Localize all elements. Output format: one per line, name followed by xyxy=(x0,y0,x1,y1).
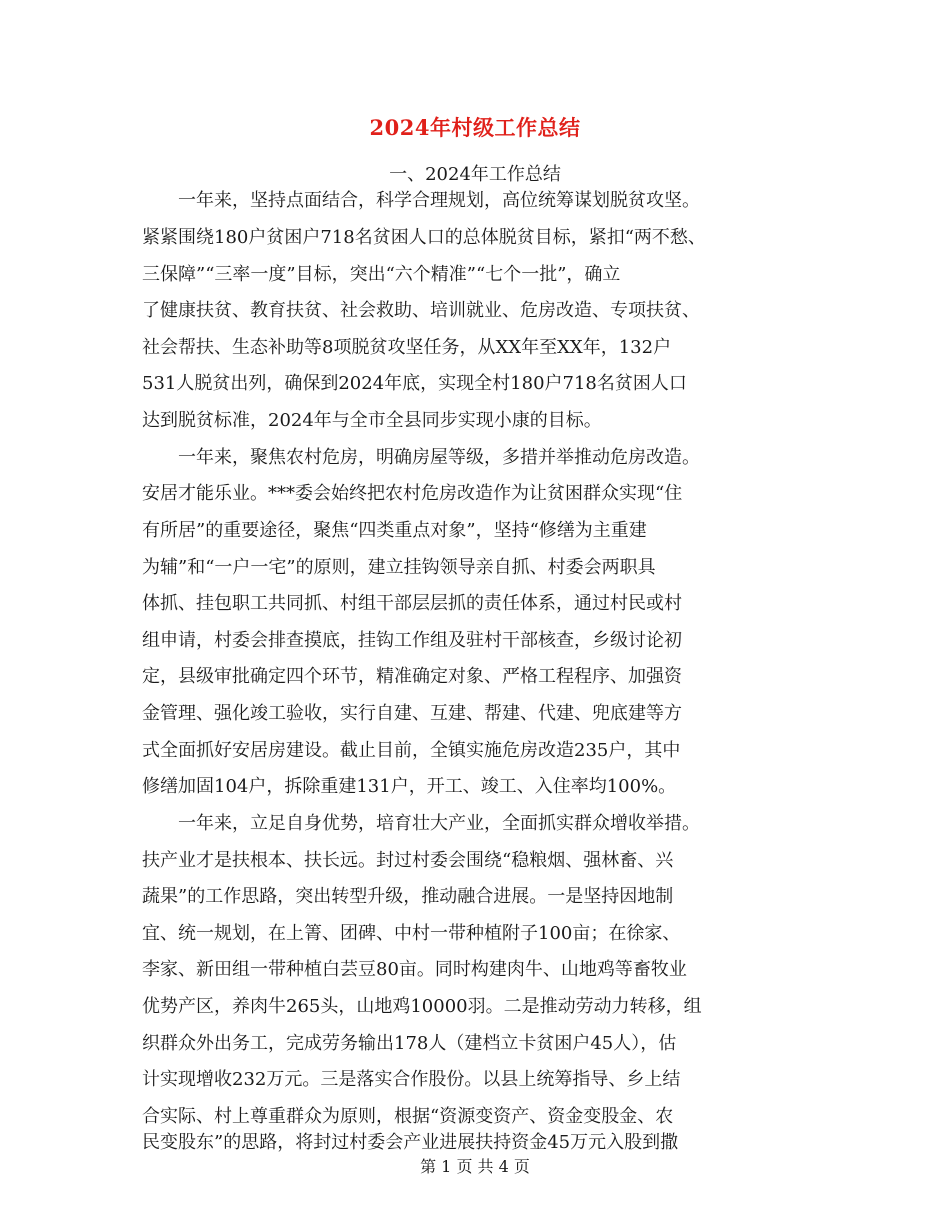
body-line: 三保障”“三率一度”目标，突出“六个精准”“七个一批”，确立 xyxy=(142,264,621,285)
body-line: 式全面抓好安居房建设。截止目前，全镇实施危房改造235户，其中 xyxy=(142,740,681,761)
body-line: 计实现增收232万元。三是落实合作股份。以县上统筹指导、乡上结 xyxy=(142,1069,681,1090)
body-line: 合实际、村上尊重群众为原则，根据“资源变资产、资金变股金、农 xyxy=(142,1106,674,1127)
body-line: 有所居”的重要途径，聚焦“四类重点对象”，坚持“修缮为主重建 xyxy=(142,520,647,541)
body-line: 金管理、强化竣工验收，实行自建、互建、帮建、代建、兜底建等方 xyxy=(142,703,682,724)
body-line: 体抓、挂包职工共同抓、村组干部层层抓的责任体系，通过村民或村 xyxy=(142,593,682,614)
body-line: 蔬果”的工作思路，突出转型升级，推动融合进展。一是坚持因地制 xyxy=(142,886,674,907)
body-line: 为辅”和“一户一宅”的原则，建立挂钩领导亲自抓、村委会两职具 xyxy=(142,557,656,578)
body-line: 紧紧围绕180户贫困户718名贫困人口的总体脱贫目标，紧扣“两不愁、 xyxy=(142,227,706,248)
body-line: 了健康扶贫、教育扶贫、社会救助、培训就业、危房改造、专项扶贫、 xyxy=(142,300,700,321)
body-line: 达到脱贫标准，2024年与全市全县同步实现小康的目标。 xyxy=(142,410,602,431)
body-line: 一年来，坚持点面结合，科学合理规划，高位统筹谋划脱贫攻坚。 xyxy=(142,190,700,211)
body-line: 一年来，聚焦农村危房，明确房屋等级，多措并举推动危房改造。 xyxy=(142,447,700,468)
page-footer: 第 1 页 共 4 页 xyxy=(420,1157,530,1176)
body-line: 民变股东”的思路，将封过村委会产业进展扶持资金45万元入股到撒 xyxy=(142,1132,679,1153)
body-line: 宜、统一规划，在上箐、团碑、中村一带种植附子100亩；在徐家、 xyxy=(142,923,681,944)
body-line: 李家、新田组一带种植白芸豆80亩。同时构建肉牛、山地鸡等畜牧业 xyxy=(142,959,687,980)
body-line: 织群众外出务工，完成劳务输出178人（建档立卡贫困户45人），估 xyxy=(142,1033,677,1054)
body-line: 定，县级审批确定四个环节，精准确定对象、严格工程程序、加强资 xyxy=(142,666,682,687)
body-line: 扶产业才是扶根本、扶长远。封过村委会围绕“稳粮烟、强林畜、兴 xyxy=(142,850,674,871)
body-line: 531人脱贫出列，确保到2024年底，实现全村180户718名贫困人口 xyxy=(142,373,687,394)
body-line: 组申请，村委会排查摸底，挂钩工作组及驻村干部核查，乡级讨论初 xyxy=(142,630,682,651)
body-line: 修缮加固104户，拆除重建131户，开工、竣工、入住率均100%。 xyxy=(142,776,677,797)
document-title: 2024年村级工作总结 xyxy=(369,115,581,140)
body-line: 优势产区，养肉牛265头，山地鸡10000羽。二是推动劳动力转移，组 xyxy=(142,996,702,1017)
body-line: 一年来，立足自身优势，培育壮大产业，全面抓实群众增收举措。 xyxy=(142,813,700,834)
body-line: 安居才能乐业。***委会始终把农村危房改造作为让贫困群众实现“住 xyxy=(142,483,683,504)
body-line: 社会帮扶、生态补助等8项脱贫攻坚任务，从XX年至XX年，132户 xyxy=(142,337,672,358)
section-heading: 一、2024年工作总结 xyxy=(389,164,561,185)
